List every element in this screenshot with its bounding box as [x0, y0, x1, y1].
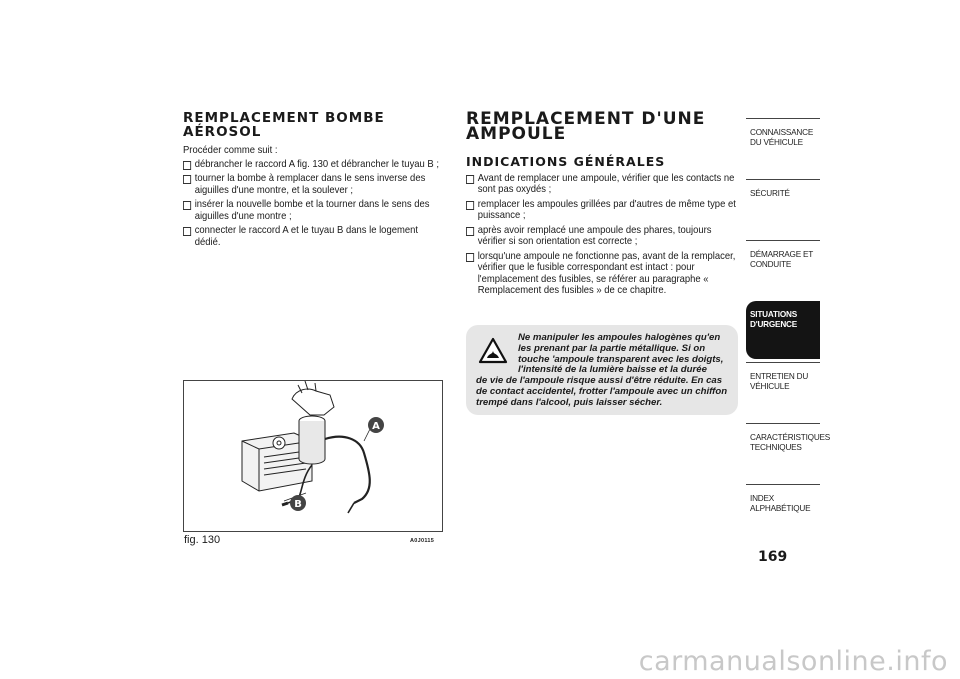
tab-entretien-vehicule[interactable]: ENTRETIEN DU VÉHICULE	[746, 362, 820, 420]
watermark: carmanualsonline.info	[638, 646, 948, 677]
warning-text: Ne manipuler les ampoules halogènes qu'en les prenant par la partie métallique. Si on touche 'ampoule transparent avec les doigts, l'intensité de la lumière baisse et la durée de vie de l'ampoule risque aussi d'être réduite. En cas de contact accidentel, frotter l'ampoule avec un chiffon trempé dans l'alcool, puis laisser sécher.	[476, 332, 728, 408]
aerosol-heading: REMPLACEMENT BOMBE AÉROSOL	[183, 110, 385, 140]
label-a: A	[372, 421, 380, 432]
list-item: lorsqu'une ampoule ne fonctionne pas, avant de la remplacer, vérifier que le fusible correspondant est intact : pour l'emplacement des fusibles, se référer au paragraphe « Remplacement des fusibles » de ce chapitre.	[466, 251, 738, 297]
checkbox-bullet-icon	[466, 227, 474, 236]
list-item: Avant de remplacer une ampoule, vérifier que les contacts ne sont pas oxydés ;	[466, 173, 738, 196]
general-indications-heading: INDICATIONS GÉNÉRALES	[466, 154, 666, 169]
aerosol-intro: Procéder comme suit :	[183, 144, 278, 156]
tab-caracteristiques-techniques[interactable]: CARACTÉRISTIQUES TECHNIQUES	[746, 423, 820, 481]
tab-index-alphabetique[interactable]: INDEX ALPHABÉTIQUE	[746, 484, 820, 542]
bulb-instructions	[466, 173, 738, 297]
checkbox-bullet-icon	[183, 161, 191, 170]
checkbox-bullet-icon	[466, 175, 474, 184]
warning-box	[466, 325, 738, 415]
page-number: 169	[758, 549, 788, 565]
tab-connaissance-vehicule[interactable]: CONNAISSANCE DU VÉHICULE	[746, 118, 820, 176]
figure-130	[183, 380, 443, 532]
aerosol-steps	[183, 159, 445, 249]
list-item: insérer la nouvelle bombe et la tourner dans le sens des aiguilles d'une montre ;	[183, 199, 445, 222]
list-item: remplacer les ampoules grillées par d'autres de même type et puissance ;	[466, 199, 738, 222]
list-item: après avoir remplacé une ampoule des phares, toujours vérifier si son orientation est correcte ;	[466, 225, 738, 248]
tab-securite[interactable]: SÉCURITÉ	[746, 179, 820, 237]
figure-code: A0J0115	[410, 538, 435, 544]
checkbox-bullet-icon	[466, 253, 474, 262]
checkbox-bullet-icon	[183, 175, 191, 184]
tab-situations-urgence[interactable]: SITUATIONS D'URGENCE	[746, 301, 820, 359]
bulb-heading: REMPLACEMENT D'UNE AMPOULE	[466, 109, 706, 144]
tab-demarrage-conduite[interactable]: DÉMARRAGE ET CONDUITE	[746, 240, 820, 298]
checkbox-bullet-icon	[183, 227, 191, 236]
chapter-sidebar	[746, 118, 831, 545]
checkbox-bullet-icon	[466, 201, 474, 210]
list-item: tourner la bombe à remplacer dans le sens inverse des aiguilles d'une montre, et la soulever ;	[183, 173, 445, 196]
left-column	[183, 112, 445, 251]
compressor-illustration	[184, 381, 442, 531]
list-item: débrancher le raccord A fig. 130 et débrancher le tuyau B ;	[183, 159, 445, 171]
list-item: connecter le raccord A et le tuyau B dans le logement dédié.	[183, 225, 445, 248]
right-column	[466, 109, 738, 300]
figure-caption: fig. 130	[184, 534, 221, 546]
checkbox-bullet-icon	[183, 201, 191, 210]
label-b: B	[294, 499, 302, 510]
